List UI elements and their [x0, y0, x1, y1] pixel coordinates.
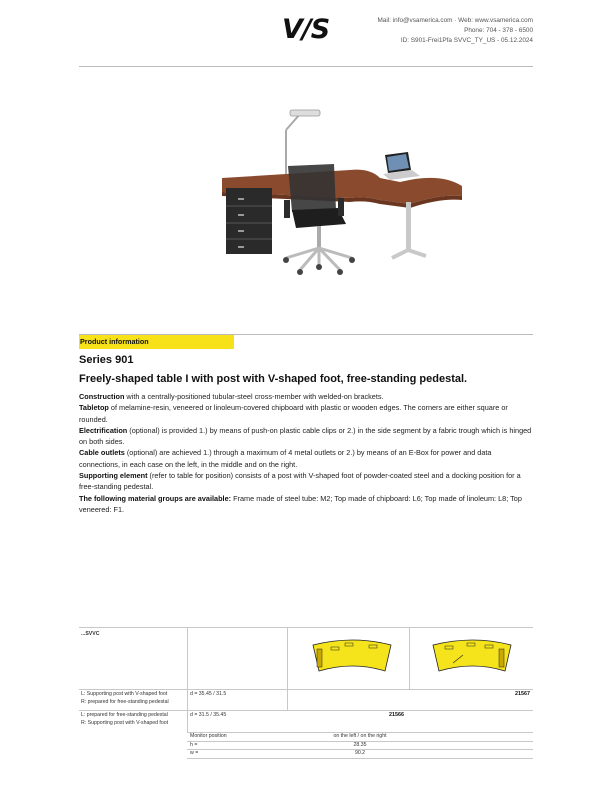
paragraph-construction	[79, 391, 533, 402]
top-view-drawing-left	[429, 637, 515, 677]
paragraph-text: (optional) is provided 1.) by means of push-on plastic cable clips or 2.) in the side segment by a fabric trough which is hinged on both sides.	[79, 425, 532, 447]
paragraph-text: of melamine-resin, veneered or linoleum-covered chipboard with plastic or wooden edges. The corners are either square or rounded.	[79, 403, 508, 424]
laptop	[383, 152, 420, 180]
monitor-position-label: Monitor position	[190, 733, 227, 739]
width-label: w =	[190, 750, 199, 756]
paragraph-cable-outlets	[79, 447, 533, 470]
paragraph-label: Construction	[79, 392, 125, 401]
paragraph-text: Frame made of steel tube: M2; Top made of chipboard: L6; Top made of linoleum: L8; Top veneered: F1.	[79, 493, 522, 514]
spec-table	[79, 627, 533, 758]
monitor-position-value: on the left / on the right	[333, 733, 387, 739]
series-title: Series 901	[79, 354, 134, 366]
row2-article-number: 21566	[389, 712, 404, 718]
product-subtitle: Freely-shaped table I with post with V-shaped foot, free-standing pedestal.	[79, 373, 468, 385]
paragraph-label: Cable outlets	[79, 448, 125, 458]
vs-logo: V/S	[282, 14, 330, 45]
paragraph-text: with a centrally-positioned tubular-steel cross-member with welded-on brackets.	[124, 392, 384, 401]
col-divider	[409, 627, 410, 689]
paragraph-electrification	[79, 425, 533, 448]
row-divider	[187, 758, 533, 759]
row1-article-number: 21567	[515, 691, 530, 697]
v-shaped-post	[392, 202, 426, 258]
row2-line1: L: prepared for free-standing pedestal	[81, 712, 168, 718]
row2-dimension: d = 31.5 / 35.45	[190, 712, 227, 718]
paragraph-material-groups	[79, 493, 533, 516]
contact-line-id: ID: S901-Frei1Pfa SVVC_TY_US - 05.12.2024	[400, 37, 533, 44]
height-value: 28.35	[353, 742, 367, 748]
row1-line1: L: Supporting post with V-shaped foot	[81, 691, 168, 697]
paragraph-text: (refer to table for position) consists of a post with V-shaped foot of powder-coated steel and a docking position for a free-standing pedestal.	[79, 471, 521, 492]
product-information-tag: Product information	[79, 335, 234, 349]
product-description	[79, 391, 533, 515]
paragraph-label: Supporting element	[79, 471, 148, 481]
paragraph-text: (optional) are achieved 1.) through a maximum of 4 metal outlets or 2.) by means of an E-Box for power and data connections, in each case on the left, in the middle and on the right.	[79, 448, 492, 469]
row1-description	[81, 691, 169, 706]
header-divider	[79, 66, 533, 67]
row2-line2: R: Supporting post with V-shaped foot	[81, 719, 169, 726]
paragraph-supporting-element	[79, 470, 533, 493]
product-photo	[200, 100, 480, 290]
row1-dimension: d = 35.45 / 31.5	[190, 691, 227, 697]
contact-line-phone: Phone: 704 - 378 - 6500	[464, 27, 533, 34]
paragraph-tabletop	[79, 402, 533, 425]
contact-line-mail-web: Mail: info@vsamerica.com · Web: www.vsamerica.com	[377, 17, 533, 24]
paragraph-label: Tabletop	[79, 403, 109, 413]
pedestal	[226, 188, 272, 254]
paragraph-label: The following material groups are available:	[79, 493, 232, 503]
row1-line2: R: prepared for free-standing pedestal	[81, 698, 169, 705]
contact-info	[377, 16, 533, 46]
width-value: 90.2	[354, 750, 366, 756]
top-view-drawing-right	[309, 637, 395, 677]
table-code: ...SVVC	[81, 631, 100, 637]
row2-description	[81, 712, 168, 727]
paragraph-label: Electrification	[79, 425, 128, 435]
height-label: h =	[190, 742, 198, 748]
